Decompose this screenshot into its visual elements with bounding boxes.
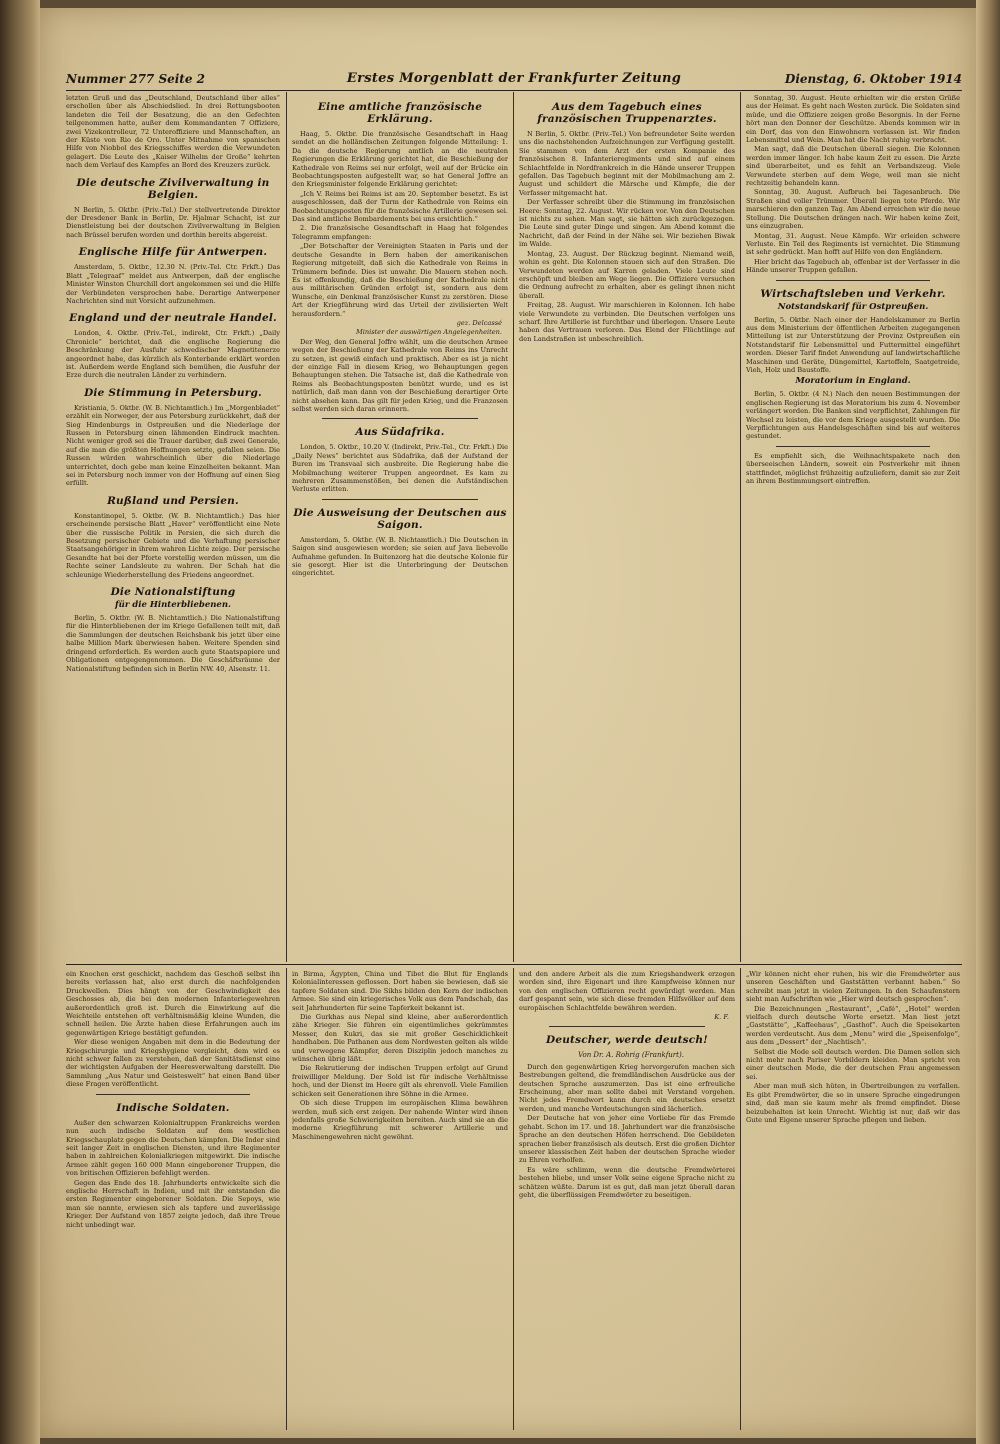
article-text: London, 5. Oktbr., 10.20 V. (Indirekt, Priv.-Tel., Ctr. Frkft.) Die „Daily News“ berichtet aus Südafrika, daß der Aufstand der Buren im Transvaal sich ausbreite. Die Regierung habe die Mobilmachung weiterer Truppen angeordnet. Es kam zu mehreren Zusammenstößen, bei denen die Aufständischen Verluste erlitten. [292,443,508,494]
article-text: Konstantinopel, 5. Oktbr. (W. B. Nichtamtlich.) Das hier erscheinende persische Blatt „Haver“ veröffentlicht eine Note über die russische Politik in Persien, die sich durch die Besetzung persischer Gebiete und die Verhaftung persischer Staatsangehöriger in ihrem wahren Lichte zeige. Der persische Gesandte hat bei der Pforte vorstellig werden müssen, um die Rechte seiner Landsleute zu wahren. Der Schah hat die schleunige Wiederherstellung des Friedens angeordnet. [66,511,280,579]
article-headline: Die deutsche Zivilverwaltung in Belgien. [76,176,270,201]
feuilleton-text: Aber man muß sich hüten, in Übertreibungen zu verfallen. Es gibt Fremdwörter, die so in unsere Sprache eingedrungen sind, daß man sie kaum mehr als fremd empfindet. Diese beizubehalten ist kein Unrecht. Wichtig ist nur, daß wir das Gute und Eigene unserer Sprache pflegen und lieben. [746,1082,960,1124]
feuilleton-text: Es wäre schlimm, wenn die deutsche Fremdwörterei bestehen bliebe, und unser Volk seine eigene Sprache nicht zu schätzen wüßte. Darum ist es gut, daß man jetzt überall daran geht, die überflüssigen Fremdwörter zu beseitigen. [519,1165,735,1199]
signature-title: Minister der auswärtigen Angelegenheiten. [356,328,502,337]
article-text: Haag, 5. Oktbr. Die französische Gesandtschaft in Haag sendet an die holländischen Zeitungen folgende Mitteilung: 1. Da die deutsche Regierung amtlich an die neutralen Regierungen die Erklärung gerichtet hat, die Beschießung der Kathedrale von Reims sei nur erfolgt, weil auf der Brücke ein Beobachtungsposten aufgestellt war, so hat General Joffre an den Kriegsminister folgende Erklärung gerichtet: [292,130,508,189]
column-rule [286,92,287,962]
article-text: letzten Gruß und das „Deutschland, Deutschland über alles“ erschollen über als Abschiedslied. In drei Rettungsbooten landeten die Teil der Besatzung, die an den Gefechten teilgenommen hatte, außer dem Kommandanten 7 Offiziere, zwei Vizekontrolleur, 72 Unteroffiziere und Mannschaften, an der Küste von Rio de Oro. Unter Mitnahme von spanischen Hilfe von Niobbol des Kriegsschiffes werden die Verwundeten gelagert. Die Leute des „Kaiser Wilhelm der Große“ kehrten nach dem Verlauf des Kampfes an Bord des Kreuzers zurück. [66,94,280,170]
article-headline: Wirtschaftsleben und Verkehr. [760,287,946,300]
column-top-1 [66,94,280,960]
column-bottom-4 [746,970,960,1428]
article-text: Der Weg, den General Joffre wählt, um die deutschen Armee wegen der Beschießung der Kathedrale von Reims ins Unrecht zu setzen, ist gewiß einfach und praktisch. Aber es ist ja nicht der einzige Fall in diesem Krieg, wo Behauptungen gegen Behauptungen stehen. Die Tatsache ist, daß die Kathedrale von Reims als Beobachtungsposten benützt wurde, und es ist natürlich, daß man dann von der Beschießung derartiger Orte nicht absehen kann. Das gilt für jeden Krieg, und die Franzosen selbst werden sich daran erinnern. [292,337,508,413]
article-divider [322,418,478,419]
column-bottom-2 [292,970,508,1428]
article-text: Sonntag, 30. August. Heute erhielten wir die ersten Grüße aus der Heimat. Es geht nach Westen zurück. Die Soldaten sind müde, und die Offiziere zeigen große Besorgnis. In der Ferne hört man den Donner der Geschütze. Abends kommen wir in ein Dorf, das von den Einwohnern verlassen ist. Wir finden Lebensmittel und Wein. Man hat die Nacht ruhig verbracht. [746,94,960,145]
feuilleton-text: Durch den gegenwärtigen Krieg hervorgerufen machen sich Bestrebungen geltend, die fremdländischen Ausdrücke aus der deutschen Sprache auszumerzen. Das ist eine erfreuliche Erscheinung, aber man sollte dabei mit Verstand vorgehen. Nicht jedes Fremdwort kann durch ein deutsches ersetzt werden, und manche Verdeutschungen sind lächerlich. [519,1062,735,1113]
page-header [66,70,962,91]
column-rule [286,968,287,1430]
column-rule [740,92,741,962]
article-divider [549,1026,705,1027]
article-text: Amsterdam, 5. Oktbr., 12.30 N. (Priv.-Tel. Ctr. Frkft.) Das Blatt „Telegraaf“ meldet aus Antwerpen, daß der englische Minister Winston Churchill dort angekommen sei und die Hilfe der Verbündeten versprochen habe. Derartige Antwerpener Nachrichten sind mit Vorsicht aufzunehmen. [66,263,280,305]
article-text: Freitag, 28. August. Wir marschieren in Kolonnen. Ich habe viele Verwundete zu verbinden. Die Deutschen verfolgen uns scharf. Ihre Artillerie ist furchtbar und überlegen. Unsere Leute haben das Vertrauen verloren. Das Elend der Flüchtlinge auf den Landstraßen ist unbeschreiblich. [519,301,735,343]
article-divider [776,446,930,447]
article-headline: Die Nationalstiftung [110,586,236,599]
article-subheadline: für die Hinterbliebenen. [115,600,231,611]
article-text: Man sagt, daß die Deutschen überall siegen. Die Kolonnen werden immer länger. Ich habe kaum Zeit zu essen. Die Ärzte sind überarbeitet, und es fehlt an Verbandszeug. Viele Verwundete sterben auf dem Wege, weil man sie nicht rechtzeitig behandeln kann. [746,145,960,188]
article-headline: Aus dem Tagebuch eines französischen Truppenarztes. [537,101,717,125]
article-text: N Berlin, 5. Oktbr. (Priv.-Tel.) Der stellvertretende Direktor der Dresdener Bank in Berlin, Dr. Hjalmar Schacht, ist zur Dienstleistung bei der deutschen Zivilverwaltung in Belgien nach Brüssel berufen worden und dorthin bereits abgereist. [66,205,280,239]
feuilleton-text: Selbst die Mode soll deutsch werden. Die Damen sollen sich nicht mehr nach Pariser Vorbildern kleiden. Man spricht von einer deutschen Mode, die der deutschen Frau angemessen sei. [746,1047,960,1081]
article-text: Amsterdam, 5. Oktbr. (W. B. Nichtamtlich.) Die Deutschen in Saigon sind ausgewiesen worden; sie seien auf Java liebevolle Aufnahme gefunden. In Buitenzorg hat die deutsche Kolonie für sie gesorgt. Hier ist die Unterbringung der Deutschen eingerichtet. [292,535,508,578]
article-divider [776,280,930,281]
feuilleton-text: Wer diese wenigen Angaben mit dem in die Bedeutung der Kriegschirurgie und Kriegshygiene vergleicht, dem wird es nicht schwer fallen zu verstehen, daß der Sanitätsdienst eine der wichtigsten Aufgaben der Heeresverwaltung darstellt. Die Sammlung „Aus Natur und Geisteswelt“ hat einen Band über diese Fragen veröffentlicht. [66,1038,280,1089]
issue-date: Dienstag, 6. Oktober 1914 [784,72,962,86]
article-divider [322,499,478,500]
column-top-3 [519,94,735,960]
signature: gez. Delcassé [456,318,502,327]
article-text: Montag, 31. August. Neue Kämpfe. Wir erleiden schwere Verluste. Ein Teil des Regiments ist vernichtet. Die Stimmung ist sehr gedrückt. Man hofft auf Hilfe von den Engländern. [746,231,960,257]
article-text: Berlin, 5. Oktbr. (4 N.) Nach den neuen Bestimmungen der englischen Regierung ist das Moratorium bis zum 4. November verlängert worden. Die Banken sind verpflichtet, Zahlungen für Wechsel zu leisten, die vor dem Kriege ausgestellt wurden. Die Verpflichtungen aus Handelsgeschäften sind bis auf weiteres gestundet. [746,390,960,441]
feuilleton-text: Die Bezeichnungen „Restaurant“, „Café“, „Hotel“ werden vielfach durch deutsche Worte ersetzt. Man liest jetzt „Gaststätte“, „Kaffeehaus“, „Gasthof“. Auch die Speisekarten werden verdeutscht. Aus dem „Menu“ wird die „Speisenfolge“, aus dem „Dessert“ der „Nachtisch“. [746,1004,960,1047]
article-text: Montag, 23. August. Der Rückzug beginnt. Niemand weiß, wohin es geht. Die Kolonnen stauen sich auf den Straßen. Die Verwundeten werden auf Karren geladen. Viele Leute sind erschöpft und bleiben am Wege liegen. Die Offiziere versuchen die Ordnung aufrecht zu erhalten, aber es gelingt ihnen nicht überall. [519,249,735,300]
feuilleton-text: Ob sich diese Truppen im europäischen Klima bewähren werden, muß sich erst zeigen. Der nahende Winter wird ihnen jedenfalls große Schwierigkeiten bereiten. Auch sind sie an die moderne Kriegführung mit schwerer Artillerie und Maschinengewehren nicht gewöhnt. [292,1099,508,1141]
feuilleton-text: Außer den schwarzen Kolonialtruppen Frankreichs werden nun auch indische Soldaten auf dem westlichen Kriegsschauplatz gegen die Deutschen kämpfen. Die Inder sind seit langer Zeit in englischen Diensten, und ihre Regimenter haben in zahlreichen Kolonialkriegen mitgewirkt. Die indische Armee zählt gegen 160 000 Mann eingeborener Truppen, die von britischen Offizieren befehligt werden. [66,1118,280,1178]
article-text: Kristiania, 5. Oktbr. (W. B. Nichtamtlich.) Im „Morgenbladet“ erzählt ein Norweger, der aus Petersburg zurückkehrt, daß der Sieg Hindenburgs in Ostpreußen und die Niederlage der Russen in Petersburg einen lähmenden Eindruck machten. Nicht weniger groß sei die Trauer darüber, daß zwei Generale, auf die man die größten Hoffnungen setzte, gefallen seien. Die Russen würden wahrscheinlich über die Niederlage unterrichtet, doch gebe man keine Einzelheiten bekannt. Man sei in Petersburg noch immer von der Hoffnung auf einen Sieg erfüllt. [66,403,280,488]
column-bottom-3 [519,970,735,1428]
masthead: Erstes Morgenblatt der Frankfurter Zeitung [346,71,682,86]
feuilleton-text: Die Rekrutierung der indischen Truppen erfolgt auf Grund freiwilliger Meldung. Der Sold ist für indische Verhältnisse hoch, und der Dienst im Heere gilt als ehrenvoll. Viele Familien schicken seit Generationen ihre Söhne in die Armee. [292,1064,508,1098]
article-text: N Berlin, 5. Oktbr. (Priv.-Tel.) Von befreundeter Seite werden uns die nachstehenden Aufzeichnungen zur Verfügung gestellt. Sie stammen von dem Arzt der ersten Kompanie des französischen 8. Infanterieregiments und sind auf einem Schlachtfelde in Nordfrankreich in die Hände unserer Truppen gefallen. Das Tagebuch beginnt mit der Mobilmachung am 2. August und schildert die Märsche und Kämpfe, die der Verfasser mitgemacht hat. [519,130,735,197]
article-text: Berlin, 5. Oktbr. (W. B. Nichtamtlich.) Die Nationalstiftung für die Hinterbliebenen der im Kriege Gefallenen teilt mit, daß die Sammlungen der deutschen Reichsbank bis jetzt über eine halbe Million Mark überwiesen haben. Weitere Spenden sind dringend erforderlich. Es werden auch gute Staatspapiere und Obligationen entgegengenommen. Die Geschäftsräume der Nationalstiftung befinden sich in Berlin NW. 40, Alsenstr. 11. [66,614,280,673]
column-bottom-1 [66,970,280,1428]
article-text: Berlin, 5. Oktbr. Nach einer der Handelskammer zu Berlin aus dem Ministerium der öffentlichen Arbeiten zugegangenen Mitteilung ist zur Unterstützung der Provinz Ostpreußen ein Notstandstarif für Lebensmittel und Futtermittel eingeführt worden. Dieser Tarif findet Anwendung auf landwirtschaftliche Maschinen und Geräte, Düngemittel, Kartoffeln, Saatgetreide, Vieh, Holz und Baustoffe. [746,315,960,374]
feuilleton-text: ein Knochen erst geschickt, nachdem das Geschoß selbst ihn bereits verlassen hat, also erst durch die nachfolgenden Druckwellen. Dies hängt von der Geschwindigkeit des Geschosses ab, die bei den modernen Infanteriegewehren außerordentlich groß ist. Durch die Einwirkung auf die Weichteile entstehen oft verhältnismäßig kleine Wunden, die schnell heilen. Die Ärzte haben diese Erfahrungen auch im gegenwärtigen Kriege bestätigt gefunden. [66,970,280,1037]
article-headline: Aus Südafrika. [355,426,445,439]
column-rule [513,92,514,962]
article-headline: Englische Hilfe für Antwerpen. [78,246,268,259]
article-text: London, 4. Oktbr. (Priv.-Tel., indirekt, Ctr. Frkft.) „Daily Chronicle“ berichtet, daß die englische Regierung die Beschränkung der Ausfuhr schwedischer Magnetitenerze angeordnet habe, das kürzlich als Konterbande erklärt worden ist. Außerdem werde England sich bemühen, die Ausfuhr der Erze durch die neutralen Länder zu verhindern. [66,329,280,380]
article-headline: Eine amtliche französische Erklärung. [317,101,483,125]
column-rule [513,968,514,1430]
article-byline: Von Dr. A. Rohrig (Frankfurt). [578,1051,684,1060]
feuilleton-text: Gegen das Ende des 18. Jahrhunderts entwickelte sich die englische Herrschaft in Indien, und mit ihr entstanden die ersten Regimenter eingeborener Soldaten. Die Sepoys, wie man sie nannte, erwiesen sich als tapfere und zuverlässige Krieger. Der Aufstand von 1857 zeigte jedoch, daß ihre Treue nicht unbedingt war. [66,1178,280,1229]
article-text: Der Verfasser schreibt über die Stimmung im französischen Heere: Sonntag, 22. August. Wir rücken vor. Von den Deutschen ist nichts zu sehen. Man sagt, sie hätten sich zurückgezogen. Die Leute sind guter Dinge und singen. Am Abend kommt die Nachricht, daß der Feind in der Nähe sei. Wir beziehen Biwak im Walde. [519,198,735,249]
article-subheadline: Moratorium in England. [795,376,911,387]
author-initials: K. F. [714,1013,729,1022]
article-headline: Die Stimmung in Petersburg. [84,386,262,399]
newspaper-page [40,8,976,1438]
page-edge [976,0,1000,1444]
feuilleton-text: in Birma, Ägypten, China und Tibet die Blut für Englands Kolonialinteressen geflossen. Dort haben sie bewiesen, daß sie tapfere Soldaten sind. Die Sikhs bilden den Kern der indischen Armee. Sie sind ein kriegerisches Volk aus dem Pandschab, das seit Jahrhunderten für seine Tapferkeit bekannt ist. [292,970,508,1012]
feuilleton-text: Der Deutsche hat von jeher eine Vorliebe für das Fremde gehabt. Schon im 17. und 18. Jahrhundert war die französische Sprache an den deutschen Höfen herrschend. Die Gebildeten sprachen lieber französisch als deutsch. Erst die großen Dichter unserer klassischen Zeit haben der deutschen Sprache wieder zu Ehren verholfen. [519,1114,735,1165]
article-headline: Rußland und Persien. [107,494,239,507]
article-text: „Der Botschafter der Vereinigten Staaten in Paris und der deutsche Gesandte in Bern haben der amerikanischen Regierung mitgeteilt, daß sich die Kathedrale von Reims in Trümmern befinde. Dies ist unwahr. Die Mauern stehen noch. Es ist offenkundig, daß die Beschießung der Kathedrale nicht aus militärischen Gründen erfolgt ist, sondern aus dem Wunsche, ein Denkmal französischer Kunst zu zerstören. Diese Art der Kriegführung wird das Urteil der zivilisierten Welt herausfordern.“ [292,242,508,318]
article-text: „Ich V. Reims bei Reims ist am 20. September besetzt. Es ist ausgeschlossen, daß der Turm der Kathedrale von Reims ein Beobachtungsposten für die französische Artillerie gewesen sei. Das sind amtliche Bombardements bei uns ersichtlich.“ [292,189,508,224]
article-text: Es empfiehlt sich, die Weihnachtspakete nach den überseeischen Ländern, soweit ein Postverkehr mit ihnen stattfindet, möglichst frühzeitig aufzuliefern, damit sie zur Zeit an ihrem Bestimmungsort eintreffen. [746,451,960,486]
article-text: Sonntag, 30. August. Aufbruch bei Tagesanbruch. Die Straßen sind voller Trümmer. Überall liegen tote Pferde. Wir marschieren den ganzen Tag. Am Abend erreichen wir die neue Stellung. Die Deutschen drängen nach. Wir haben keine Zeit, uns einzugraben. [746,188,960,231]
column-top-4 [746,94,960,960]
feuilleton-text: und den andere Arbeit als die zum Kriegshandwerk erzogen worden sind, ihre Eigenart und ihre Kampfweise können nur von den englischen Offizieren recht gewürdigt werden. Man darf gespannt sein, wie sich diese fremden Hilfsvölker auf dem europäischen Schlachtfelde bewähren werden. [519,970,735,1012]
feuilleton-text: Die Gurkhas aus Nepal sind kleine, aber außerordentlich zähe Krieger. Sie führen ein eigentümliches gekrümmtes Messer, den Kukri, das sie mit großer Geschicklichkeit handhaben. Die Pathanen aus dem Nordwesten gelten als wilde und verwegene Kämpfer, deren Disziplin jedoch manches zu wünschen übrig läßt. [292,1013,508,1064]
feuilleton-headline: Indische Soldaten. [116,1101,230,1114]
feuilleton-text: „Wir können nicht eher ruhen, bis wir die Fremdwörter aus unseren Geschäften und Gaststätten verbannt haben.“ So schreibt man jetzt in vielen Zeitungen. In den Schaufenstern sieht man Aufschriften wie „Hier wird deutsch gesprochen“. [746,970,960,1004]
column-top-2 [292,94,508,960]
column-rule [740,968,741,1430]
article-headline: Die Ausweisung der Deutschen aus Saigon. [293,506,507,531]
section-divider [66,964,962,965]
feuilleton-headline: Deutscher, werde deutsch! [546,1034,708,1047]
article-text: Hier bricht das Tagebuch ab, offenbar ist der Verfasser in die Hände unserer Truppen gefallen. [746,257,960,275]
article-text: 2. Die französische Gesandtschaft in Haag hat folgendes Telegramm empfangen: [292,224,508,241]
book-binding [0,0,40,1444]
issue-number: Nummer 277 Seite 2 [66,72,206,86]
article-divider [96,1094,250,1095]
article-subheadline: Notstandskarif für Ostpreußen. [777,301,929,312]
article-headline: England und der neutrale Handel. [69,312,277,325]
